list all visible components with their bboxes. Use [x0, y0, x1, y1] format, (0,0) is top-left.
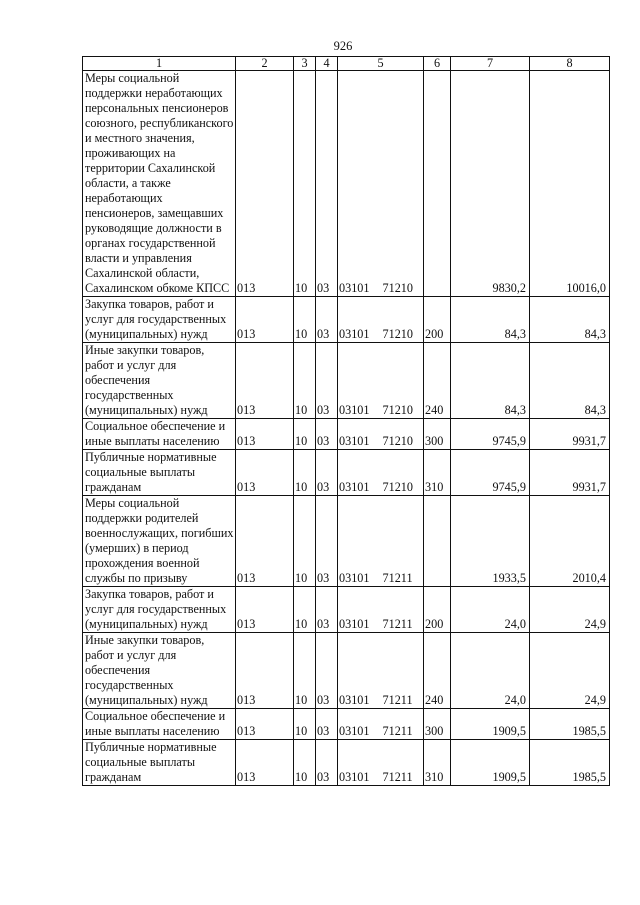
amount-year-2: 9931,7 — [530, 419, 610, 450]
table-row — [83, 297, 610, 343]
amount-year-1: 1909,5 — [451, 709, 530, 740]
expense-type-code — [424, 71, 451, 297]
table-row — [83, 496, 610, 587]
header-cell-1: 1 — [83, 57, 236, 71]
amount-year-1: 84,3 — [451, 297, 530, 343]
expense-type-code: 200 — [424, 587, 451, 633]
row-name: Иные закупки товаров, работ и услуг для обеспечения государственных (муниципальных) нужд — [83, 343, 236, 419]
expense-type-code: 240 — [424, 343, 451, 419]
table-row — [83, 343, 610, 419]
subsection-code: 03 — [316, 633, 338, 709]
target-article-code: 03101 71211 — [338, 496, 424, 587]
target-article-code: 03101 71211 — [338, 709, 424, 740]
section-code: 10 — [294, 450, 316, 496]
table-row — [83, 71, 610, 297]
amount-year-2: 1985,5 — [530, 709, 610, 740]
header-cell-2: 2 — [236, 57, 294, 71]
amount-year-1: 24,0 — [451, 633, 530, 709]
ministry-code: 013 — [236, 633, 294, 709]
header-cell-7: 7 — [451, 57, 530, 71]
ministry-code: 013 — [236, 450, 294, 496]
row-name: Иные закупки товаров, работ и услуг для обеспечения государственных (муниципальных) нужд — [83, 633, 236, 709]
subsection-code: 03 — [316, 496, 338, 587]
ministry-code: 013 — [236, 587, 294, 633]
expense-type-code: 200 — [424, 297, 451, 343]
subsection-code: 03 — [316, 740, 338, 786]
row-name: Социальное обеспечение и иные выплаты населению — [83, 709, 236, 740]
header-cell-6: 6 — [424, 57, 451, 71]
subsection-code: 03 — [316, 71, 338, 297]
row-name: Публичные нормативные социальные выплаты гражданам — [83, 740, 236, 786]
subsection-code: 03 — [316, 343, 338, 419]
ministry-code: 013 — [236, 71, 294, 297]
subsection-code: 03 — [316, 450, 338, 496]
row-name: Публичные нормативные социальные выплаты гражданам — [83, 450, 236, 496]
section-code: 10 — [294, 343, 316, 419]
target-article-code: 03101 71210 — [338, 343, 424, 419]
subsection-code: 03 — [316, 297, 338, 343]
ministry-code: 013 — [236, 343, 294, 419]
ministry-code: 013 — [236, 496, 294, 587]
header-cell-8: 8 — [530, 57, 610, 71]
amount-year-1: 1909,5 — [451, 740, 530, 786]
expense-type-code: 300 — [424, 709, 451, 740]
amount-year-2: 10016,0 — [530, 71, 610, 297]
amount-year-2: 84,3 — [530, 343, 610, 419]
row-name: Социальное обеспечение и иные выплаты населению — [83, 419, 236, 450]
subsection-code: 03 — [316, 587, 338, 633]
section-code: 10 — [294, 297, 316, 343]
target-article-code: 03101 71210 — [338, 450, 424, 496]
target-article-code: 03101 71211 — [338, 587, 424, 633]
table-row — [83, 450, 610, 496]
amount-year-2: 9931,7 — [530, 450, 610, 496]
header-cell-5: 5 — [338, 57, 424, 71]
ministry-code: 013 — [236, 297, 294, 343]
expense-type-code: 310 — [424, 740, 451, 786]
section-code: 10 — [294, 587, 316, 633]
target-article-code: 03101 71210 — [338, 419, 424, 450]
row-name: Закупка товаров, работ и услуг для государственных (муниципальных) нужд — [83, 587, 236, 633]
expense-type-code: 300 — [424, 419, 451, 450]
section-code: 10 — [294, 71, 316, 297]
ministry-code: 013 — [236, 740, 294, 786]
section-code: 10 — [294, 740, 316, 786]
table-row — [83, 419, 610, 450]
expense-type-code: 240 — [424, 633, 451, 709]
target-article-code: 03101 71211 — [338, 633, 424, 709]
table-row — [83, 633, 610, 709]
row-name: Меры социальной поддержки неработающих персональных пенсионеров союзного, республиканского и местного значения, проживающих на территории Сахалинской области, а также неработающих пенсионеров, замещавших руководящие должности в органах государственной власти и управления Сахалинской области, Сахалинском обкоме КПСС — [83, 71, 236, 297]
target-article-code: 03101 71211 — [338, 740, 424, 786]
amount-year-2: 24,9 — [530, 633, 610, 709]
row-name: Закупка товаров, работ и услуг для государственных (муниципальных) нужд — [83, 297, 236, 343]
subsection-code: 03 — [316, 419, 338, 450]
table-row — [83, 740, 610, 786]
row-name: Меры социальной поддержки родителей военнослужащих, погибших (умерших) в период прохождения военной службы по призыву — [83, 496, 236, 587]
ministry-code: 013 — [236, 709, 294, 740]
section-code: 10 — [294, 496, 316, 587]
amount-year-1: 9830,2 — [451, 71, 530, 297]
amount-year-2: 1985,5 — [530, 740, 610, 786]
budget-table — [82, 56, 610, 786]
amount-year-1: 84,3 — [451, 343, 530, 419]
amount-year-1: 24,0 — [451, 587, 530, 633]
amount-year-1: 9745,9 — [451, 450, 530, 496]
header-cell-4: 4 — [316, 57, 338, 71]
header-row — [83, 57, 610, 71]
expense-type-code: 310 — [424, 450, 451, 496]
subsection-code: 03 — [316, 709, 338, 740]
target-article-code: 03101 71210 — [338, 71, 424, 297]
page-number: 926 — [333, 39, 353, 53]
amount-year-2: 24,9 — [530, 587, 610, 633]
amount-year-1: 1933,5 — [451, 496, 530, 587]
ministry-code: 013 — [236, 419, 294, 450]
amount-year-1: 9745,9 — [451, 419, 530, 450]
expense-type-code — [424, 496, 451, 587]
section-code: 10 — [294, 419, 316, 450]
section-code: 10 — [294, 709, 316, 740]
table-row — [83, 709, 610, 740]
amount-year-2: 84,3 — [530, 297, 610, 343]
section-code: 10 — [294, 633, 316, 709]
amount-year-2: 2010,4 — [530, 496, 610, 587]
table-row — [83, 587, 610, 633]
target-article-code: 03101 71210 — [338, 297, 424, 343]
header-cell-3: 3 — [294, 57, 316, 71]
